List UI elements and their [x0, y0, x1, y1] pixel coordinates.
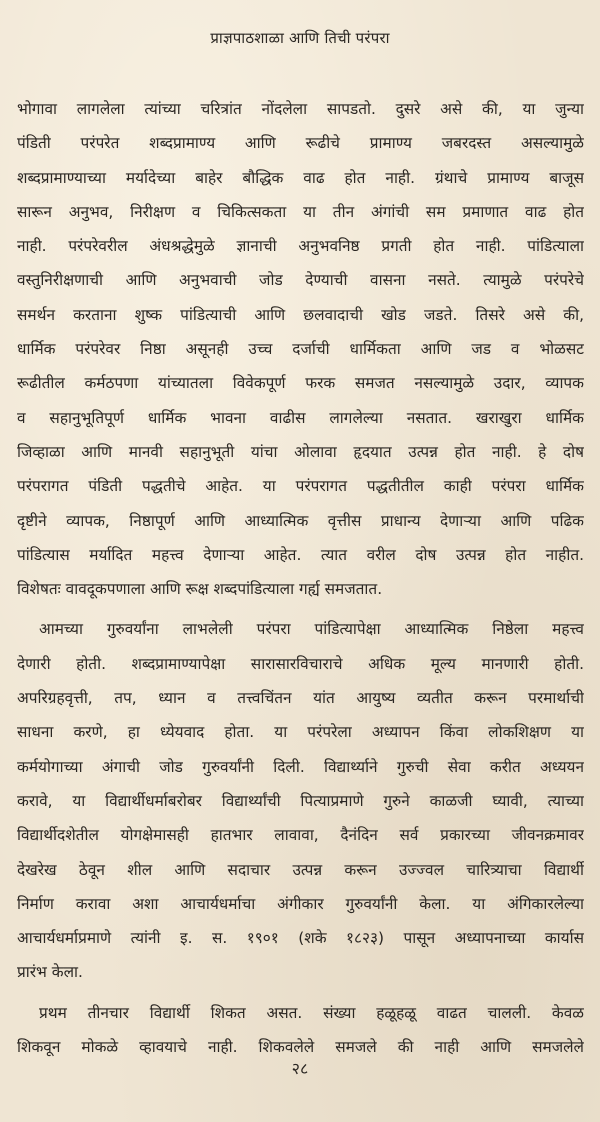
text-line: समर्थन करताना शुष्क पांडित्याची आणि छलवादाची खोड जडते. तिसरे असे की,: [17, 305, 584, 324]
text-line: आमच्या गुरुवर्यांना लाभलेली परंपरा पांडित्यापेक्षा आध्यात्मिक निष्ठेला महत्त्व: [39, 620, 584, 639]
text-line: प्रारंभ केला.: [17, 963, 83, 982]
text-line: प्रथम तीनचार विद्यार्थी शिकत असत. संख्या हळूहळू वाढत चालली. केवळ: [39, 1003, 584, 1022]
text-line: विद्यार्थीदशेतील योगक्षेमासही हातभार लावावा, दैनंदिन सर्व प्रकारच्या जीवनक्रमावर: [17, 826, 584, 845]
text-line: पंडिती परंपरेत शब्दप्रामाण्य आणि रूढीचे प्रामाण्य जबरदस्त असल्यामुळे: [17, 134, 584, 153]
text-line: निर्माण करावा अशा आचार्यधर्माचा अंगीकार गुरुवर्यांनी केला. या अंगिकारलेल्या: [17, 894, 584, 913]
text-line: देखरेख ठेवून शील आणि सदाचार उत्पन्न करून उज्ज्वल चारित्र्याचा विद्यार्थी: [17, 860, 584, 879]
text-line: साधना करणे, हा ध्येयवाद होता. या परंपरेला अध्यापन किंवा लोकशिक्षण या: [17, 723, 584, 742]
text-line: परंपरागत पंडिती पद्धतीचे आहेत. या परंपरागत पद्धतीतील काही परंपरा धार्मिक: [17, 477, 584, 496]
page-number: २८: [291, 1059, 309, 1078]
text-line: पांडित्यास मर्यादित महत्त्व देणाऱ्या आहेत. त्यात वरील दोष उत्पन्न होत नाहीत.: [17, 545, 584, 564]
paragraph-2: [17, 612, 584, 989]
text-line: नाही. परंपरेवरील अंधश्रद्धेमुळे ज्ञानाची अनुभवनिष्ठ प्रगती होत नाही. पांडित्याला: [17, 237, 584, 256]
text-line: वस्तुनिरीक्षणाची आणि अनुभवाची जोड देण्याची वासना नसते. त्यामुळे परंपरेचे: [17, 271, 584, 290]
text-line: दृष्टीने व्यापक, निष्ठापूर्ण आणि आध्यात्मिक वृत्तीस प्राधान्य देणाऱ्या आणि पढिक: [17, 511, 584, 530]
paragraph-1: [17, 92, 584, 606]
running-head: प्राज्ञपाठशाळा आणि तिची परंपरा: [210, 29, 390, 47]
text-line: रूढीतील कर्मठपणा यांच्यातला विवेकपूर्ण फरक समजत नसल्यामुळे उदार, व्यापक: [17, 374, 584, 393]
text-line: शब्दप्रामाण्याच्या मर्यादेच्या बाहेर बौद्धिक वाढ होत नाही. ग्रंथाचे प्रामाण्य बाजूस: [17, 168, 584, 187]
text-line: आचार्यधर्माप्रमाणे त्यांनी इ. स. १९०१ (शके १८२३) पासून अध्यापनाच्या कार्यास: [17, 929, 584, 948]
text-line: देणारी होती. शब्दप्रामाण्यापेक्षा सारासारविचाराचे अधिक मूल्य मानणारी होती.: [17, 654, 584, 673]
text-line: विशेषतः वावदूकपणाला आणि रूक्ष शब्दपांडित्याला गर्ह्य समजतात.: [17, 580, 383, 599]
text-line: भोगावा लागलेला त्यांच्या चरित्रांत नोंदलेला सापडतो. दुसरे असे की, या जुन्या: [17, 100, 584, 118]
text-line: जिव्हाळा आणि मानवी सहानुभूती यांचा ओलावा हृदयात उत्पन्न होत नाही. हे दोष: [17, 442, 584, 461]
text-line: अपरिग्रहवृत्ती, तप, ध्यान व तत्त्वचिंतन यांत आयुष्य व्यतीत करून परमार्थाची: [17, 689, 584, 708]
text-line: व सहानुभूतिपूर्ण धार्मिक भावना वाढीस लागलेल्या नसतात. खराखुरा धार्मिक: [17, 408, 584, 427]
text-line: शिकवून मोकळे व्हावयाचे नाही. शिकवलेले समजले की नाही आणि समजलेले: [17, 1038, 584, 1057]
paragraph-3: [17, 996, 584, 1065]
text-line: सारून अनुभव, निरीक्षण व चिकित्सकता या तीन अंगांची सम प्रमाणात वाढ होत: [17, 202, 584, 221]
text-line: धार्मिक परंपरेवर निष्ठा असूनही उच्च दर्जाची धार्मिकता आणि जड व भोळसट: [17, 340, 584, 359]
body-text: [17, 92, 584, 1064]
text-line: करावे, या विद्यार्थीधर्माबरोबर विद्यार्थ्यांची पित्याप्रमाणे गुरुने काळजी घ्यावी, त्याच्या: [17, 791, 584, 810]
text-line: कर्मयोगाच्या अंगाची जोड गुरुवर्यांनी दिली. विद्यार्थ्याने गुरुची सेवा करीत अध्ययन: [17, 757, 584, 776]
